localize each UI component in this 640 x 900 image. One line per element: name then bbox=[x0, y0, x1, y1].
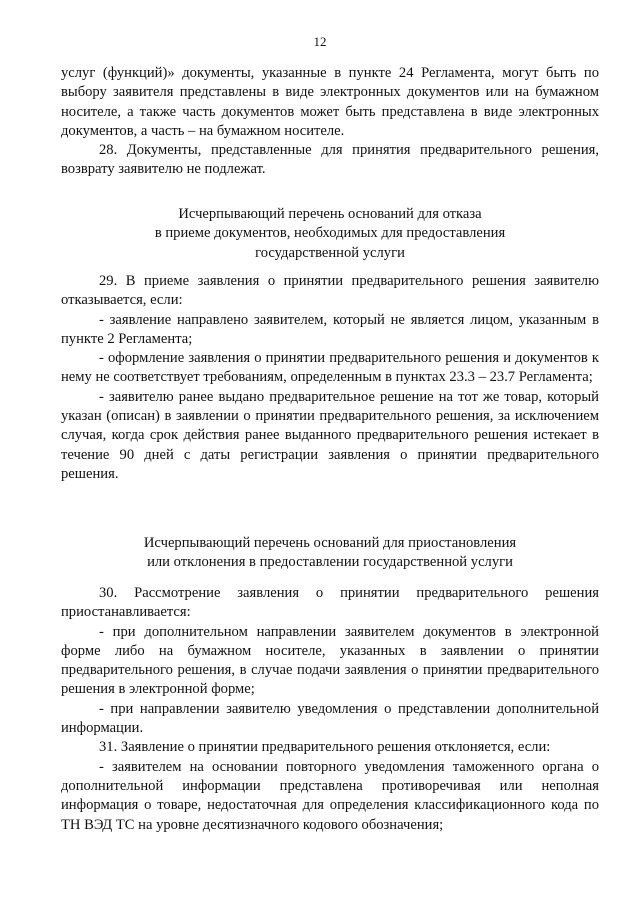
text-block-refusal bbox=[61, 272, 599, 484]
text-block-suspension bbox=[61, 584, 599, 835]
list-item: - заявителю ранее выдано предварительное решение на тот же товар, который указан (описан) в заявлении о принятии предварительного решения, за исключением случая, когда срок действия ранее выданного предварительного решения истекает в течение 90 дней с даты регистрации заявления о принятии предварительного решения. bbox=[61, 388, 599, 482]
paragraph-29: 29. В приеме заявления о принятии предварительного решения заявителю отказывается, если: bbox=[61, 273, 599, 309]
heading-line: государственной услуги bbox=[255, 244, 405, 261]
paragraph-31: 31. Заявление о принятии предварительного решения отклоняется, если: bbox=[99, 739, 551, 756]
heading-line: в приеме документов, необходимых для предоставления bbox=[154, 225, 506, 242]
list-item: - заявление направлено заявителем, который не является лицом, указанным в пункте 2 Регламента; bbox=[61, 311, 599, 347]
paragraph-30: 30. Рассмотрение заявления о принятии предварительного решения приостанавливается: bbox=[61, 585, 599, 621]
page-number: 12 bbox=[313, 34, 327, 49]
section-heading-suspension bbox=[61, 534, 599, 573]
text-block-documents bbox=[61, 64, 599, 180]
list-item: - при направлении заявителю уведомления о представлении дополнительной информации. bbox=[61, 700, 599, 737]
heading-line: Исчерпывающий перечень оснований для отказа bbox=[178, 206, 482, 222]
heading-line: или отклонения в предоставлении государственной услуги bbox=[147, 554, 513, 571]
paragraph-27-continuation: услуг (функций)» документы, указанные в пункте 24 Регламента, могут быть по выбору заявителя представлены в виде электронных документов или на бумажном носителе, а также часть документов может быть представлена в виде электронных документов, а часть – на бумажном носителе. bbox=[61, 65, 599, 139]
list-item: - оформление заявления о принятии предварительного решения и документов к нему не соответствует требованиям, определенным в пунктах 23.3 – 23.7 Регламента; bbox=[61, 350, 599, 386]
section-heading-refusal bbox=[61, 205, 599, 263]
list-item: - заявителем на основании повторного уведомления таможенного органа о дополнительной информации представлена противоречивая или неполная информация о товаре, недостаточная для определения классификационного кода по ТН ВЭД ТС на уровне десятизначного кодового обозначения; bbox=[61, 758, 599, 833]
paragraph-28: 28. Документы, представленные для принятия предварительного решения, возврату заявителю не подлежат. bbox=[61, 142, 599, 178]
heading-line: Исчерпывающий перечень оснований для приостановления bbox=[143, 535, 517, 551]
list-item: - при дополнительном направлении заявителем документов в электронной форме либо на бумажном носителе, указанных в заявлении о принятии предварительного решения, в случае подачи заявления о принятии предварительного решения в электронной форме; bbox=[61, 623, 599, 698]
